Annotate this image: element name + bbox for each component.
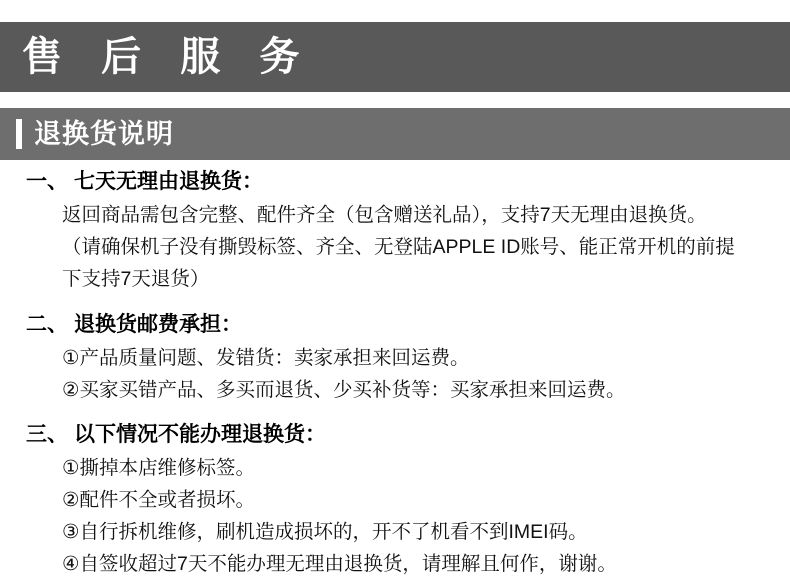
section-accent-bar xyxy=(16,119,22,149)
clause-heading xyxy=(26,419,772,451)
clause-item xyxy=(26,166,772,295)
section-header xyxy=(0,108,790,160)
clause-heading xyxy=(26,166,772,198)
clauses-container xyxy=(0,166,790,585)
clause-line: ②配件不全或者损坏。 xyxy=(62,488,255,511)
page-banner xyxy=(0,22,790,92)
clause-line: 下支持7天退货） xyxy=(62,267,210,290)
clause-title: 退换货邮费承担： xyxy=(74,313,242,337)
clause-item xyxy=(26,419,772,579)
section-title: 退换货说明 xyxy=(34,118,174,149)
clause-title: 以下情况不能办理退换货： xyxy=(74,423,326,446)
clause-line: ①撕掉本店维修标签。 xyxy=(62,456,255,479)
clause-line: （请确保机子没有撕毁标签、齐全、无登陆APPLE ID账号、能正常开机的前提 xyxy=(62,235,735,258)
clause-line: ③自行拆机维修，刷机造成损坏的，开不了机看不到IMEI码。 xyxy=(62,520,588,543)
clause-heading xyxy=(26,309,772,341)
clause-item xyxy=(26,309,772,405)
clause-line: ①产品质量问题、发错货：卖家承担来回运费。 xyxy=(62,346,470,369)
clause-line: ②买家买错产品、多买而退货、少买补货等：买家承担来回运费。 xyxy=(62,378,626,401)
clause-number: 三、 xyxy=(26,423,68,446)
clause-line: ④自签收超过7天不能办理无理由退换货，请理解且何作，谢谢。 xyxy=(62,553,617,576)
clause-number: 二、 xyxy=(26,313,68,337)
clause-number: 一、 xyxy=(26,170,68,193)
clause-line: 返回商品需包含完整、配件齐全（包含赠送礼品），支持7天无理由退换货。 xyxy=(62,203,707,226)
page-title: 售 后 服 务 xyxy=(22,35,314,79)
clause-body xyxy=(26,453,772,580)
clause-body xyxy=(26,343,772,405)
clause-title: 七天无理由退换货： xyxy=(74,170,263,193)
clause-body xyxy=(26,200,772,296)
